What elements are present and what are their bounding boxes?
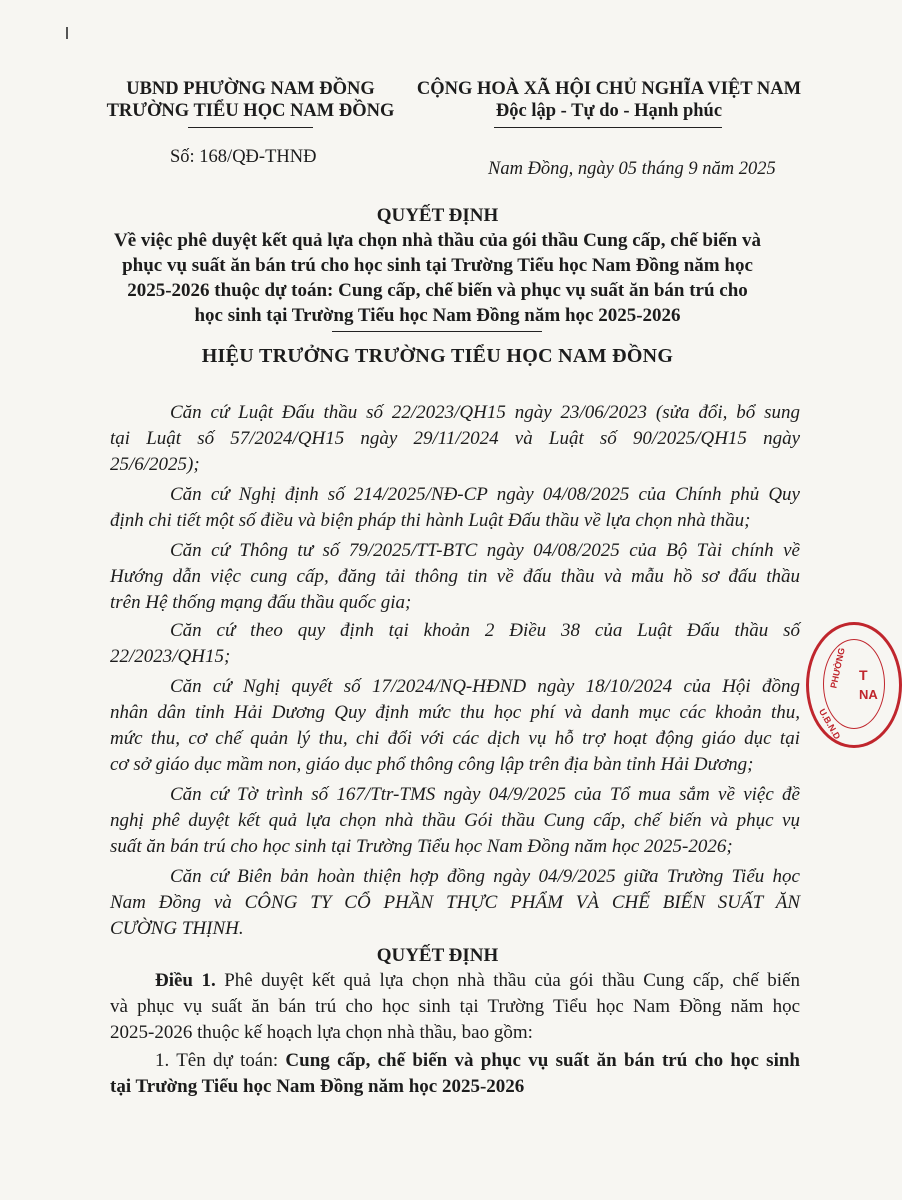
item-1-line: tại Trường Tiểu học Nam Đồng năm học 2025-2026 — [110, 1076, 525, 1097]
org-name: UBND PHƯỜNG NAM ĐỒNG — [126, 79, 375, 99]
basis-line: suất ăn bán trú cho học sinh tại Trường Tiểu học Nam Đồng năm học 2025-2026; — [110, 836, 733, 857]
basis-line: CƯỜNG THỊNH. — [110, 918, 244, 939]
authority-title: HIỆU TRƯỞNG TRƯỜNG TIỂU HỌC NAM ĐỒNG — [201, 345, 674, 367]
article-1-line: và phục vụ suất ăn bán trú cho học sinh tại Trường Tiểu học Nam Đồng năm học — [110, 996, 800, 1017]
basis-line: Căn cứ Nghị quyết số 17/2024/NQ-HĐND ngày 18/10/2024 của Hội đồng — [170, 676, 800, 697]
decision-heading: QUYẾT ĐỊNH — [376, 945, 499, 966]
article-1-line — [155, 970, 800, 992]
basis-line: tại Luật số 57/2024/QH15 ngày 29/11/2024 và Luật số 90/2025/QH15 ngày — [110, 428, 800, 449]
subject-line: phục vụ suất ăn bán trú cho học sinh tại Trường Tiểu học Nam Đồng năm học — [122, 255, 753, 276]
basis-line: Căn cứ theo quy định tại khoản 2 Điều 38 của Luật Đấu thầu số — [170, 620, 800, 641]
basis-line: Căn cứ Luật Đấu thầu số 22/2023/QH15 ngày 23/06/2023 (sửa đổi, bổ sung — [170, 402, 800, 423]
basis-line: định chi tiết một số điều và biện pháp thi hành Luật Đấu thầu về lựa chọn nhà thầu; — [110, 510, 751, 531]
stamp-text-bottom: U.B.N.D — [817, 706, 843, 742]
subject-line: học sinh tại Trường Tiểu học Nam Đồng năm học 2025-2026 — [194, 305, 681, 326]
basis-line: Nam Đồng và CÔNG TY CỔ PHẦN THỰC PHẨM VÀ CHẾ BIẾN SUẤT ĂN — [110, 892, 800, 913]
basis-line: cơ sở giáo dục mầm non, giáo dục phổ thông công lập trên địa bàn tỉnh Hải Dương; — [110, 754, 754, 775]
basis-line: trên Hệ thống mạng đấu thầu quốc gia; — [110, 592, 412, 613]
stamp-text-top: PHƯỜNG — [828, 646, 847, 690]
article-1-line: 2025-2026 thuộc kế hoạch lựa chọn nhà thầu, bao gồm: — [110, 1022, 533, 1043]
item-1-line — [155, 1050, 800, 1072]
item-1-label: 1. Tên dự toán: — [155, 1050, 286, 1071]
school-name: TRƯỜNG TIỂU HỌC NAM ĐỒNG — [106, 101, 395, 121]
article-1-text: Phê duyệt kết quả lựa chọn nhà thầu của gói thầu Cung cấp, chế biến — [215, 970, 801, 991]
scan-mark — [66, 27, 68, 39]
basis-line: Căn cứ Nghị định số 214/2025/NĐ-CP ngày 04/08/2025 của Chính phủ Quy — [170, 484, 800, 505]
subject-underline — [332, 331, 542, 332]
item-1-value: Cung cấp, chế biến và phục vụ suất ăn bán trú cho học sinh — [285, 1050, 800, 1071]
nation-title: CỘNG HOÀ XÃ HỘI CHỦ NGHĨA VIỆT NAM — [416, 79, 802, 99]
subject-line: 2025-2026 thuộc dự toán: Cung cấp, chế biến và phục vụ suất ăn bán trú cho — [127, 280, 748, 301]
decision-title: QUYẾT ĐỊNH — [376, 205, 499, 226]
basis-line: Hướng dẫn việc cung cấp, đăng tải thông tin về đấu thầu và mẫu hồ sơ đấu thầu — [110, 566, 800, 587]
official-stamp — [806, 622, 902, 748]
basis-line: 22/2023/QH15; — [110, 646, 231, 667]
basis-line: Căn cứ Tờ trình số 167/Ttr-TMS ngày 04/9/2025 của Tổ mua sắm về việc đề — [170, 784, 800, 805]
basis-line: Căn cứ Biên bản hoàn thiện hợp đồng ngày 04/9/2025 giữa Trường Tiểu học — [170, 866, 800, 887]
subject-line: Về việc phê duyệt kết quả lựa chọn nhà thầu của gói thầu Cung cấp, chế biến và — [114, 230, 761, 251]
stamp-text-center: T — [859, 667, 868, 683]
basis-line: mức thu, cơ chế quản lý thu, chi đối với các dịch vụ hỗ trợ hoạt động giáo dục tại — [110, 728, 800, 749]
basis-line: nhân dân tỉnh Hải Dương Quy định mức thu học phí và danh mục các khoản thu, — [110, 702, 800, 723]
basis-line: Căn cứ Thông tư số 79/2025/TT-BTC ngày 04/08/2025 của Bộ Tài chính về — [170, 540, 800, 561]
motto-underline — [494, 127, 722, 128]
nation-motto: Độc lập - Tự do - Hạnh phúc — [495, 101, 723, 121]
school-name-underline — [188, 127, 313, 128]
basis-line: nghị phê duyệt kết quả lựa chọn nhà thầu Gói thầu Cung cấp, chế biến và phục vụ — [110, 810, 800, 831]
basis-line: 25/6/2025); — [110, 454, 200, 475]
document-number: Số: 168/QĐ-THNĐ — [170, 147, 317, 167]
place-date: Nam Đồng, ngày 05 tháng 9 năm 2025 — [488, 159, 776, 179]
article-1-label: Điều 1. — [155, 970, 216, 991]
stamp-text-center: NA — [859, 687, 878, 702]
